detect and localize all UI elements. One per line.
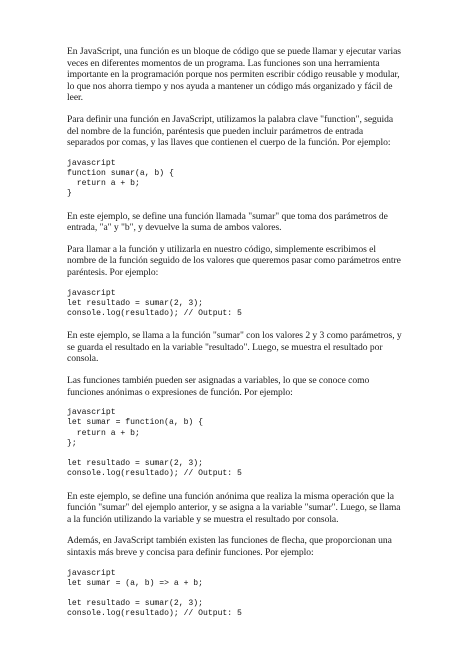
anonymous-functions-paragraph: Las funciones también pueden ser asignadas a variables, lo que se conoce como funciones anónimas o expresiones de función. Por ejemplo: (67, 374, 370, 398)
call-paragraph: Para llamar a la función y utilizarla en nuestro código, simplemente escribimos el nombre de la función seguido de los valores que queremos pasar como parámetros entre paréntesis. Por ejemplo: (67, 243, 401, 278)
anonymous-explanation-paragraph: En este ejemplo, se define una función anónima que realiza la misma operación que la función "sumar" del ejemplo anterior, y se asigna a la variable "sumar". Luego, se llama a la función utilizando la variable y se muestra el resultado por consola. (67, 490, 401, 525)
code-block-function-expression: javascript let sumar = function(a, b) { return a + b; }; let resultado = sumar(2, 3); console.log(resultado); // Output: 5 (67, 408, 242, 479)
code-block-arrow-function: javascript let sumar = (a, b) => a + b; let resultado = sumar(2, 3); console.log(resultado); // Output: 5 (67, 568, 242, 619)
call-explanation-paragraph: En este ejemplo, se llama a la función "sumar" con los valores 2 y 3 como parámetros, y se guarda el resultado en la variable "resultado". Luego, se muestra el resultado por consola. (67, 330, 402, 365)
document-page (67, 46, 414, 631)
code-block-function-declaration: javascript function sumar(a, b) { return a + b; } (67, 158, 174, 199)
explanation-paragraph: En este ejemplo, se define una función llamada "sumar" que toma dos parámetros de entrada, "a" y "b", y devuelve la suma de ambos valores. (67, 210, 388, 234)
intro-paragraph: En JavaScript, una función es un bloque de código que se puede llamar y ejecutar varias veces en diferentes momentos de un programa. Las funciones son una herramienta importante en la programación porque nos permiten escribir código reusable y modular, lo que nos ahorra tiempo y nos ayuda a mantener un código más organizado y fácil de leer. (67, 46, 401, 104)
arrow-functions-paragraph: Además, en JavaScript también existen las funciones de flecha, que proporcionan una sintaxis más breve y concisa para definir funciones. Por ejemplo: (67, 535, 392, 558)
code-block-function-call: javascript let resultado = sumar(2, 3); console.log(resultado); // Output: 5 (67, 288, 242, 318)
definition-paragraph: Para definir una función en JavaScript, utilizamos la palabra clave "function", seguida del nombre de la función, paréntesis que pueden incluir parámetros de entrada separados por comas, y las llaves que contienen el cuerpo de la función. Por ejemplo: (67, 113, 394, 149)
